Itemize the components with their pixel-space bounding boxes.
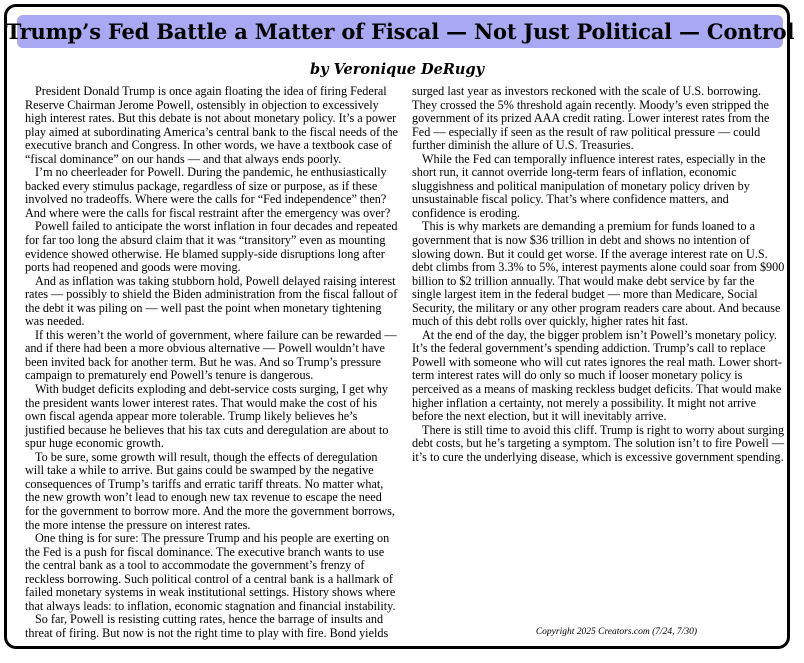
paragraph: At the end of the day, the bigger problem isn’t Powell’s monetary policy. It’s the federal government’s spending addiction. Trump’s call to replace Powell with someone who will cut rates ignores the real math. Lower short-term interest rates will do only so much if looser monetary policy is perceived as a means of masking reckless budget deficits. That would make higher inflation a certainty, not merely a possibility. It might not arrive before the next election, but it will inevitably arrive. [412, 327, 782, 424]
copyright-notice: Copyright 2025 Creators.com (7/24, 7/30) [535, 627, 697, 637]
paragraph: While the Fed can temporally influence interest rates, especially in the short run, it cannot override long-term fears of inflation, economic sluggishness and political manipulation of monetary policy driven by unsustainable fiscal policy. That’s where confidence matters, and confidence is eroding. [412, 151, 766, 220]
paragraph: And as inflation was taking stubborn hold, Powell delayed raising interest rates — possibly to shield the Biden administration from the fiscal fallout of the debt it was piling on — well past the point when monetary tightening was needed. [25, 273, 398, 329]
paragraph: President Donald Trump is once again floating the idea of firing Federal Reserve Chairman Jerome Powell, ostensibly in objection to excessively high interest rates. But this debate is not about monetary policy. It’s a power play aimed at subordinating America’s central bank to the fiscal needs of the executive branch and Congress. In other words, we have a textbook case of “fiscal dominance” on our hands — and that always ends poorly. [25, 84, 398, 166]
paragraph: This is why markets are demanding a premium for funds loaned to a government that is now $36 trillion in debt and shows no intention of slowing down. But it could get worse. If the average interest rate on U.S. debt climbs from 3.3% to 5%, interest payments alone could soar from $900 billion to $2 trillion annually. That would make debt service by far the single largest item in the federal budget — more than Medicare, Social Security, the military or any other program readers care about. And because much of this debt rolls over quickly, higher rates hit fast. [412, 219, 785, 329]
headline-banner [5, 15, 795, 48]
paragraph: One thing is for sure: The pressure Trump and his people are exerting on the Fed is a push for fiscal dominance. The executive branch wants to use the central bank as a tool to accommodate the government’s frenzy of reckless borrowing. Such political control of a central bank is a hallmark of failed monetary systems in weak institutional settings. History shows where that always leads: to inflation, economic stagnation and financial instability. [25, 531, 396, 613]
paragraph: So far, Powell is resisting cutting rates, hence the barrage of insults and threat of firing. But now is not the right time to play with fire. Bond yields surged last year as investors reckoned with the scale of U.S. borrowing. They crossed the 5% threshold again recently. Moody’s even stripped the government of its prized AAA credit rating. Lower interest rates from the Fed — especially if seen as the result of raw political pressure — could further diminish the allure of U.S. Treasuries. [25, 84, 770, 640]
paragraph: I’m no cheerleader for Powell. During the pandemic, he enthusiastically backed every stimulus package, regardless of size or purpose, as if these involved no tradeoffs. Where were the calls for “Fed independence” then? And where were the calls for fiscal restraint after the emergency was over? [25, 165, 391, 220]
paragraph: To be sure, some growth will result, though the effects of deregulation will take a while to arrive. But gains could be swamped by the negative consequences of Trump’s tariffs and erratic tariff threats. No matter what, the new growth won’t lead to enough new tax revenue to escape the need for the government to borrow more. And the more the government borrows, the more intense the pressure on interest rates. [25, 449, 395, 532]
paragraph: Powell failed to anticipate the worst inflation in four decades and repeated for far too long the absurd claim that it was “transitory” even as mounting evidence showed otherwise. He blamed supply-side disruptions long after ports had reopened and goods were moving. [25, 219, 398, 275]
paragraph: There is still time to avoid this cliff. Trump is right to worry about surging debt costs, but he’s targeting a symptom. The solution isn’t to fire Powell — it’s to cure the underlying disease, which is excessive government spending. [412, 422, 785, 464]
article-body [25, 85, 785, 641]
headline: Trump’s Fed Battle a Matter of Fiscal — Not Just Political — Control [5, 19, 795, 44]
byline: by Veronique DeRugy [309, 61, 485, 78]
paragraph: With budget deficits exploding and debt-service costs surging, I get why the president wants lower interest rates. That would make the cost of his own fiscal agenda appear more tolerable. Trump likely believes he’s justified because he believes that his tax cuts and deregulation are about to spur huge economic growth. [25, 382, 389, 451]
article-frame [4, 4, 795, 649]
paragraph: If this weren’t the world of government, where failure can be rewarded — and if there had been a more obvious alternative — Powell wouldn’t have been invited back for another term. But he was. And so Trump’s pressure campaign to prematurely end Powell’s tenure is dangerous. [25, 327, 397, 383]
